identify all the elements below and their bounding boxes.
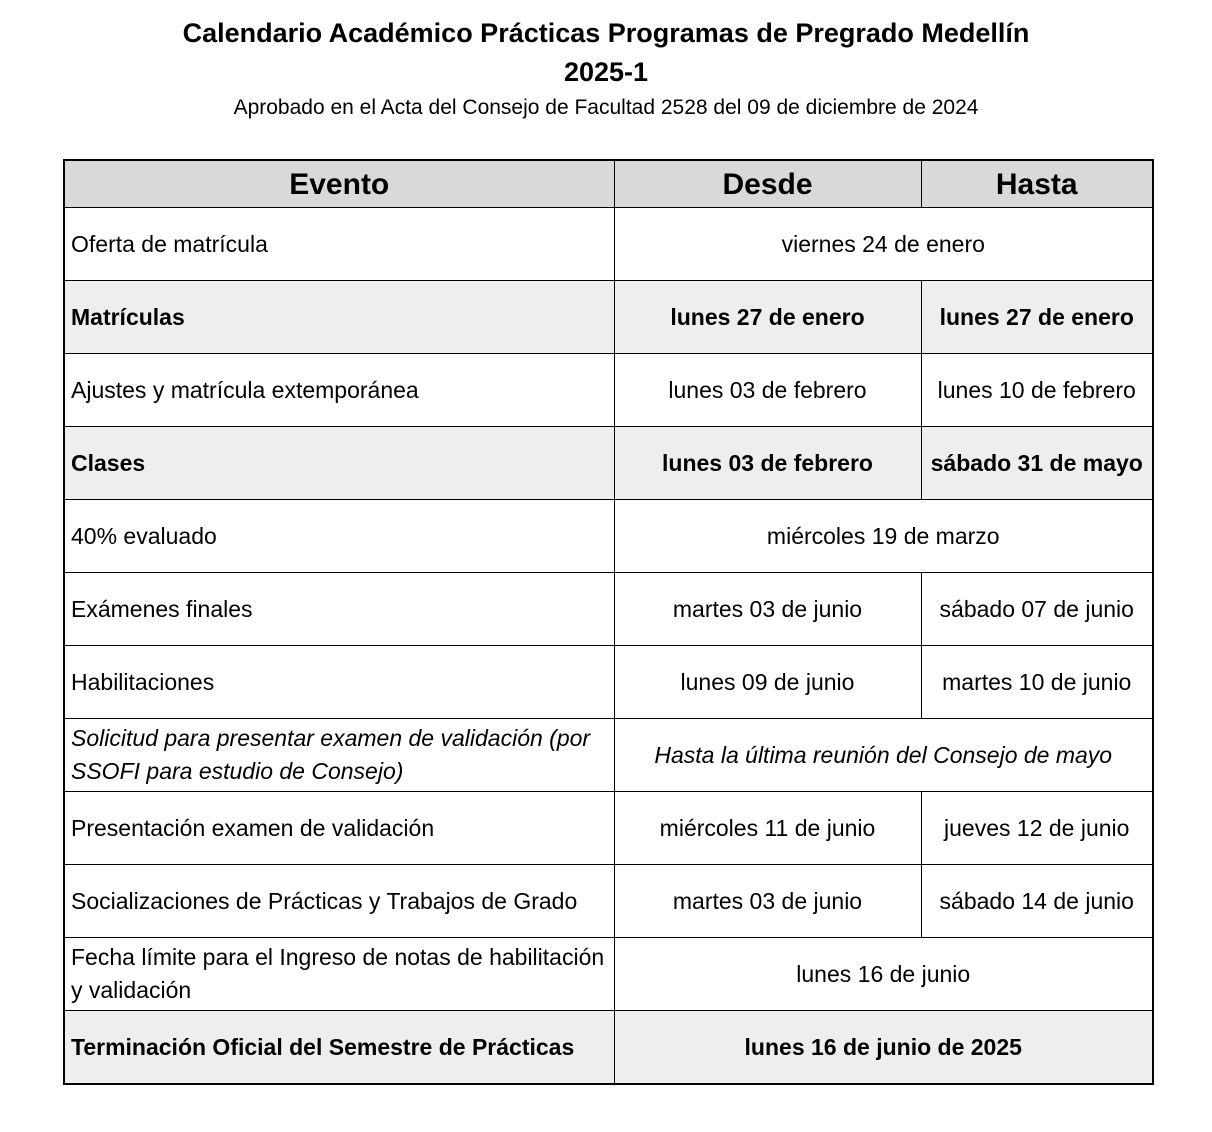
table-row (64, 354, 1153, 427)
header-row (64, 160, 1153, 208)
table-row (64, 938, 1153, 1011)
event-cell: Matrículas (64, 281, 614, 354)
start-date-cell: miércoles 11 de junio (614, 792, 921, 865)
event-cell: Terminación Oficial del Semestre de Prácticas (64, 1011, 614, 1085)
header-evento: Evento (64, 160, 614, 208)
start-date-cell: martes 03 de junio (614, 865, 921, 938)
document-title: Calendario Académico Prácticas Programas de Pregrado Medellín (182, 18, 1030, 48)
end-date-cell: sábado 14 de junio (921, 865, 1153, 938)
event-cell: Habilitaciones (64, 646, 614, 719)
table-row (64, 1011, 1153, 1085)
end-date-cell: lunes 27 de enero (921, 281, 1153, 354)
event-cell: 40% evaluado (64, 500, 614, 573)
event-cell: Oferta de matrícula (64, 208, 614, 281)
document-period: 2025-1 (563, 57, 649, 87)
event-cell: Ajustes y matrícula extemporánea (64, 354, 614, 427)
calendar-table (63, 159, 1154, 1085)
event-cell: Fecha límite para el Ingreso de notas de habilitación y validación (64, 938, 614, 1011)
end-date-cell: martes 10 de junio (921, 646, 1153, 719)
table-row (64, 208, 1153, 281)
header-hasta: Hasta (921, 160, 1153, 208)
date-cell: viernes 24 de enero (614, 208, 1153, 281)
date-cell: miércoles 19 de marzo (614, 500, 1153, 573)
start-date-cell: martes 03 de junio (614, 573, 921, 646)
table-row (64, 719, 1153, 792)
event-cell: Clases (64, 427, 614, 500)
table-row (64, 573, 1153, 646)
table-row (64, 865, 1153, 938)
end-date-cell: sábado 07 de junio (921, 573, 1153, 646)
end-date-cell: lunes 10 de febrero (921, 354, 1153, 427)
event-cell: Exámenes finales (64, 573, 614, 646)
table-row (64, 427, 1153, 500)
table-row (64, 281, 1153, 354)
end-date-cell: sábado 31 de mayo (921, 427, 1153, 500)
date-cell: lunes 16 de junio (614, 938, 1153, 1011)
start-date-cell: lunes 03 de febrero (614, 427, 921, 500)
event-cell: Presentación examen de validación (64, 792, 614, 865)
event-cell: Socializaciones de Prácticas y Trabajos de Grado (64, 865, 614, 938)
approval-note: Aprobado en el Acta del Consejo de Facultad 2528 del 09 de diciembre de 2024 (233, 96, 979, 119)
table-row (64, 646, 1153, 719)
start-date-cell: lunes 09 de junio (614, 646, 921, 719)
header-desde: Desde (614, 160, 921, 208)
start-date-cell: lunes 27 de enero (614, 281, 921, 354)
date-cell: Hasta la última reunión del Consejo de mayo (614, 719, 1153, 792)
table-row (64, 792, 1153, 865)
event-cell: Solicitud para presentar examen de validación (por SSOFI para estudio de Consejo) (64, 719, 614, 792)
end-date-cell: jueves 12 de junio (921, 792, 1153, 865)
table-row (64, 500, 1153, 573)
date-cell: lunes 16 de junio de 2025 (614, 1011, 1153, 1085)
start-date-cell: lunes 03 de febrero (614, 354, 921, 427)
